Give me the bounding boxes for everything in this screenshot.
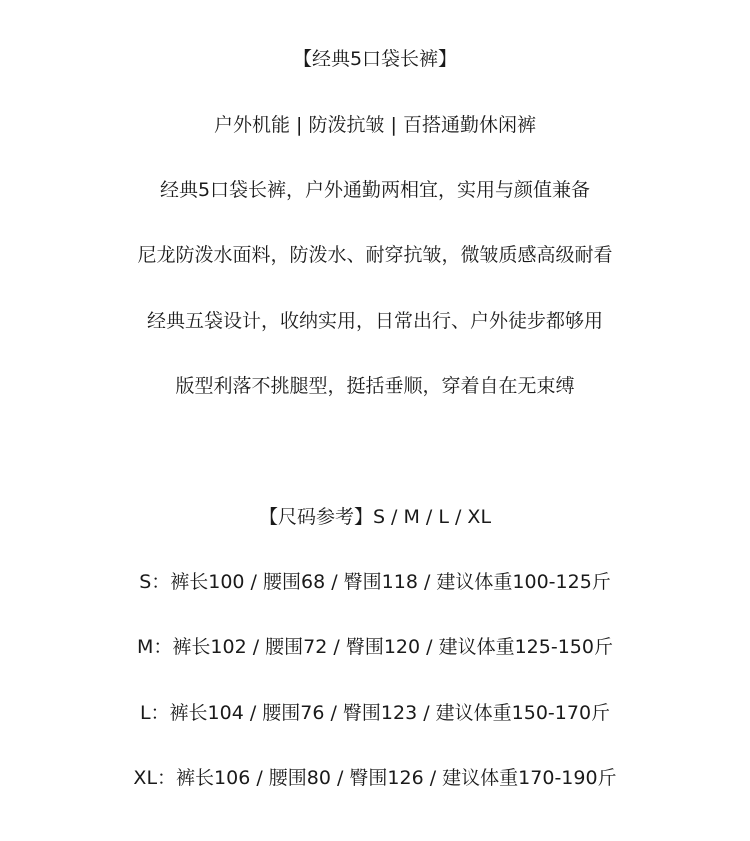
size-reference-heading: 【尺码参考】S / M / L / XL xyxy=(258,506,492,528)
size-row-xl: XL：裤长106 / 腰围80 / 臀围126 / 建议体重170-190斤 xyxy=(133,767,617,789)
feature-line: 尼龙防泼水面料，防泼水、耐穿抗皱，微皱质感高级耐看 xyxy=(137,244,613,266)
size-row-s: S：裤长100 / 腰围68 / 臀围118 / 建议体重100-125斤 xyxy=(139,571,611,593)
feature-line: 经典五袋设计，收纳实用，日常出行、户外徒步都够用 xyxy=(146,310,603,332)
size-row-l: L：裤长104 / 腰围76 / 臀围123 / 建议体重150-170斤 xyxy=(139,702,611,724)
product-tagline: 户外机能 | 防泼抗皱 | 百搭通勤休闲裤 xyxy=(214,114,536,136)
feature-line: 经典5口袋长裤，户外通勤两相宜，实用与颜值兼备 xyxy=(159,179,591,201)
size-row-m: M：裤长102 / 腰围72 / 臀围120 / 建议体重125-150斤 xyxy=(137,636,613,658)
feature-line: 版型利落不挑腿型，挺括垂顺，穿着自在无束缚 xyxy=(175,375,575,397)
product-title: 【经典5口袋长裤】 xyxy=(292,48,458,70)
